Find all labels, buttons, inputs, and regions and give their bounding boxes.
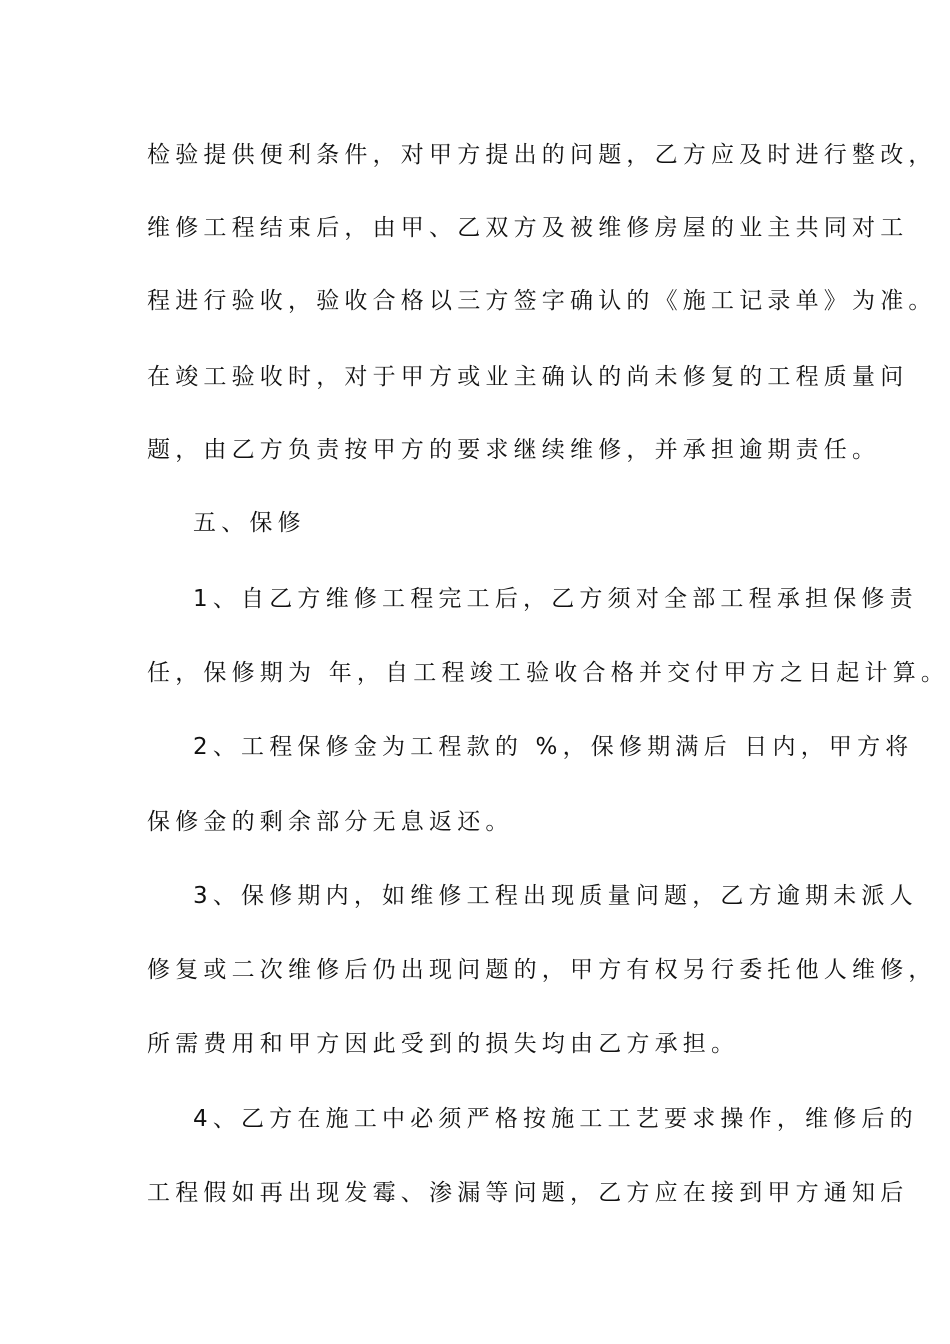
text-line: 程进行验收，验收合格以三方签字确认的《施工记录单》为准。 [147,288,937,314]
text-line: 在竣工验收时，对于甲方或业主确认的尚未修复的工程质量问 [147,364,909,390]
text-line: 维修工程结束后，由甲、乙双方及被维修房屋的业主共同对工 [147,215,909,241]
text-line: 4、乙方在施工中必须严格按施工工艺要求操作，维修后的 [193,1106,918,1132]
text-line: 2、工程保修金为工程款的 %，保修期满后 日内，甲方将 [193,734,914,760]
text-line: 3、保修期内，如维修工程出现质量问题，乙方逾期未派人 [193,883,918,909]
text-line: 所需费用和甲方因此受到的损失均由乙方承担。 [147,1031,740,1057]
text-line: 题，由乙方负责按甲方的要求继续维修，并承担逾期责任。 [147,437,881,463]
text-line: 修复或二次维修后仍出现问题的，甲方有权另行委托他人维修， [147,957,937,983]
text-line: 检验提供便利条件，对甲方提出的问题，乙方应及时进行整改， [147,142,937,168]
text-line: 工程假如再出现发霉、渗漏等问题，乙方应在接到甲方通知后 [147,1180,909,1206]
text-line: 1、自乙方维修工程完工后，乙方须对全部工程承担保修责 [193,586,918,612]
text-line: 任，保修期为 年，自工程竣工验收合格并交付甲方之日起计算。 [147,660,950,686]
section-heading: 五、保修 [193,510,306,536]
text-line: 保修金的剩余部分无息返还。 [147,809,514,835]
